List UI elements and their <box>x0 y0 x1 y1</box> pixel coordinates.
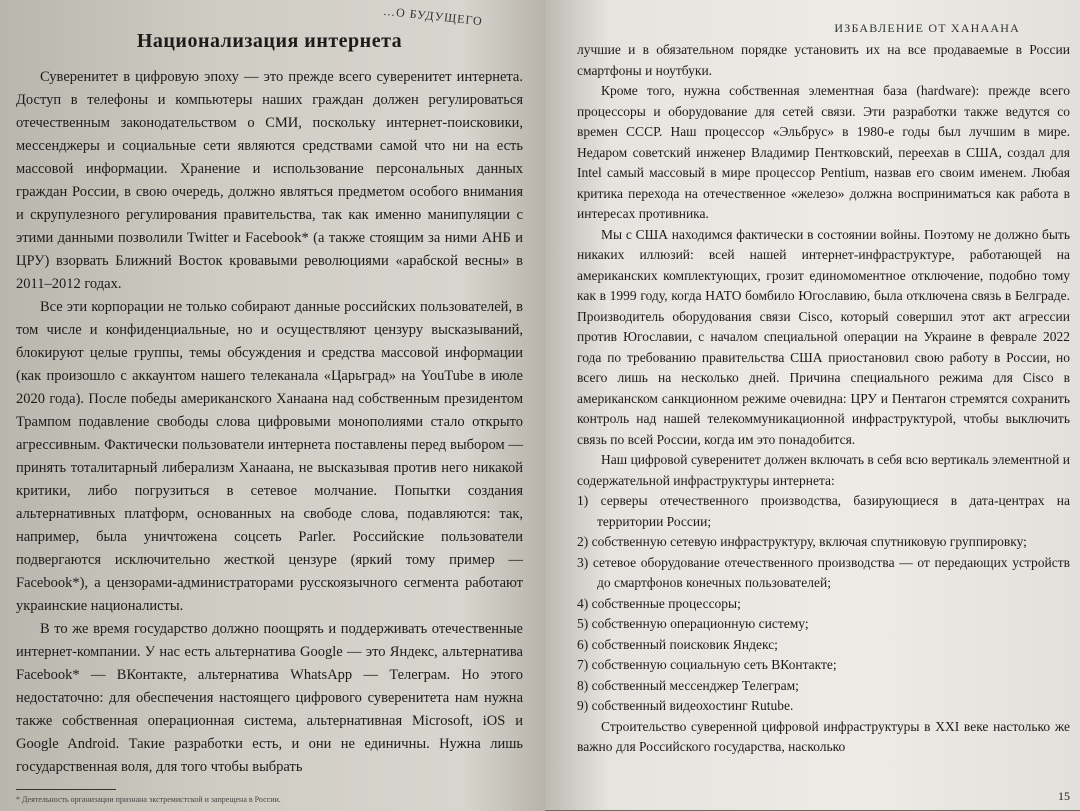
running-head-right: ИЗБАВЛЕНИЕ ОТ ХАНААНА <box>834 21 1020 35</box>
spacer <box>16 779 523 785</box>
list-item: 6) собственный поисковик Яндекс; <box>577 636 778 652</box>
footnote-rule <box>16 789 116 790</box>
list-item: 9) собственный видеохостинг Rutube. <box>577 698 794 713</box>
chapter-title: Национализация интернета <box>136 30 403 52</box>
list-item: 2) собственную сетевую инфраструктуру, включая спутниковую группировку; <box>577 534 1027 549</box>
right-page <box>545 0 1080 810</box>
list-item: 7) собственную социальную сеть ВКонтакте; <box>577 657 837 672</box>
paragraph: В то же время государство должно поощрять и поддерживать отечественные интернет-компании. У нас есть альтернатива Google — это Яндекс, альтернатива Facebook* — ВКонтакте, альтернатива WhatsApp — Телеграм. Но этого недостаточно: для обеспечения настоящего цифрового суверенитета нам нужна также собственная операционная система, альтернативная Microsoft, iOS и Google Android. Такие разработки есть, и они не единичны. Нужна лишь государственная воля, для того чтобы выбрать <box>16 621 523 775</box>
numbered-list <box>577 491 1070 717</box>
paragraph: Суверенитет в цифровую эпоху — это прежде всего суверенитет интернета. Доступ в телефоны и компьютеры наших граждан должен регулироваться отечественным законодательством о СМИ, поскольку интернет-поисковики, мессенджеры и социальные сети являются средствами самой что ни на есть массовой информации. Хранение и использование персональных данных граждан России, в свою очередь, должно являться предметом особого внимания и скрупулезного регулирования правительства, так как именно манипуляции с этими данными позволили Twitter и Facebook* (а также стоящим за ними АНБ и ЦРУ) взорвать Ближний Восток кровавыми революциями «арабской весны» в 2011–2012 годах. <box>16 69 523 292</box>
running-head-left: …О БУДУЩЕГО <box>382 3 484 29</box>
paragraph: Наш цифровой суверенитет должен включать в себя всю вертикаль элементной и содержательной инфраструктуры интернета: <box>577 452 1070 488</box>
page-number: 15 <box>1058 789 1070 803</box>
paragraph: Кроме того, нужна собственная элементная база (hardware): прежде всего процессоры и оборудование для сетей связи. Эти разработки также ведутся со времен СССР. Наш процессор «Эльбрус» в 1980-е годы был лучшим в мире. Недаром советский инженер Владимир Пентковский, переехав в США, создал для Intel самый массовый в мире процессор Pentium, назвав его своим именем. Любая критика перехода на отечественное «железо» должна восприниматься как работа в интересах противника. <box>577 83 1070 221</box>
list-item: 5) собственную операционную систему; <box>577 616 809 631</box>
paragraph: Все эти корпорации не только собирают данные российских пользователей, в том числе и конфиденциальные, но и осуществляют цензуру высказываний, блокируют целые группы, темы обсуждения и средства массовой информации (как произошло с аккаунтом нашего телеканала «Царьград» на YouTube в июле 2020 года). После победы американского Ханаана над собственным президентом Трампом подавление свободы слова цифровыми монополиями стало открыто агрессивным. Фактически пользователи интернета поставлены перед выбором — принять тоталитарный либерализм Ханаана, не высказывая против него никакой критики, либо погрузиться в сетевое молчание. Попытки создания альтернативных платформ, основанных на свободе слова, подавляются: так, например, была уничтожена соцсеть Parler. Российские пользователи подвергаются исключительно жесткой цензуре (яркий тому пример — Facebook*), а цензорами-администраторами русскоязычного сегмента работают украинские националисты. <box>16 299 523 614</box>
paragraph: лучшие и в обязательном порядке установить их на все продаваемые в России смартфоны и ноутбуки. <box>577 42 1070 78</box>
footnote: * Деятельность организации признана экстремистской и запрещена в России. <box>16 795 281 804</box>
list-item: 1) серверы отечественного производства, базирующиеся в дата-центрах на территории России; <box>577 493 1070 529</box>
list-item: 3) сетевое оборудование отечественного производства — от передающих устройств до смартфонов конечных пользователей; <box>577 554 1070 590</box>
list-item: 4) собственные процессоры; <box>577 595 741 611</box>
list-item: 8) собственный мессенджер Телеграм; <box>577 677 799 693</box>
spacer <box>577 758 1070 789</box>
paragraph: Мы с США находимся фактически в состоянии войны. Поэтому не должно быть никаких иллюзий: всей нашей интернет-инфраструктуре, работающей на американских комплектующих, грозит единомоментное отключение, подобно тому как в 1999 году, когда НАТО бомбило Югославию, была отключена связь в Белграде. Производитель оборудования связи Cisco, который совершил этот акт агрессии против Югославии, с началом специальной операции на Украине в феврале 2022 года по требованию правительства США приостановил свою работу в России, но всего лишь на несколько дней. Причина специального режима для Cisco в американском санкционном режиме очевидна: ЦРУ и Пентагон стремятся сохранить контроль над нашей телекоммуникационной инфраструктурой, чтобы выключить связь по всей России, когда им это понадобится. <box>577 226 1070 447</box>
paragraph: Строительство суверенной цифровой инфраструктуры в XXI веке настолько же важно для Российского государства, насколько <box>577 718 1070 754</box>
